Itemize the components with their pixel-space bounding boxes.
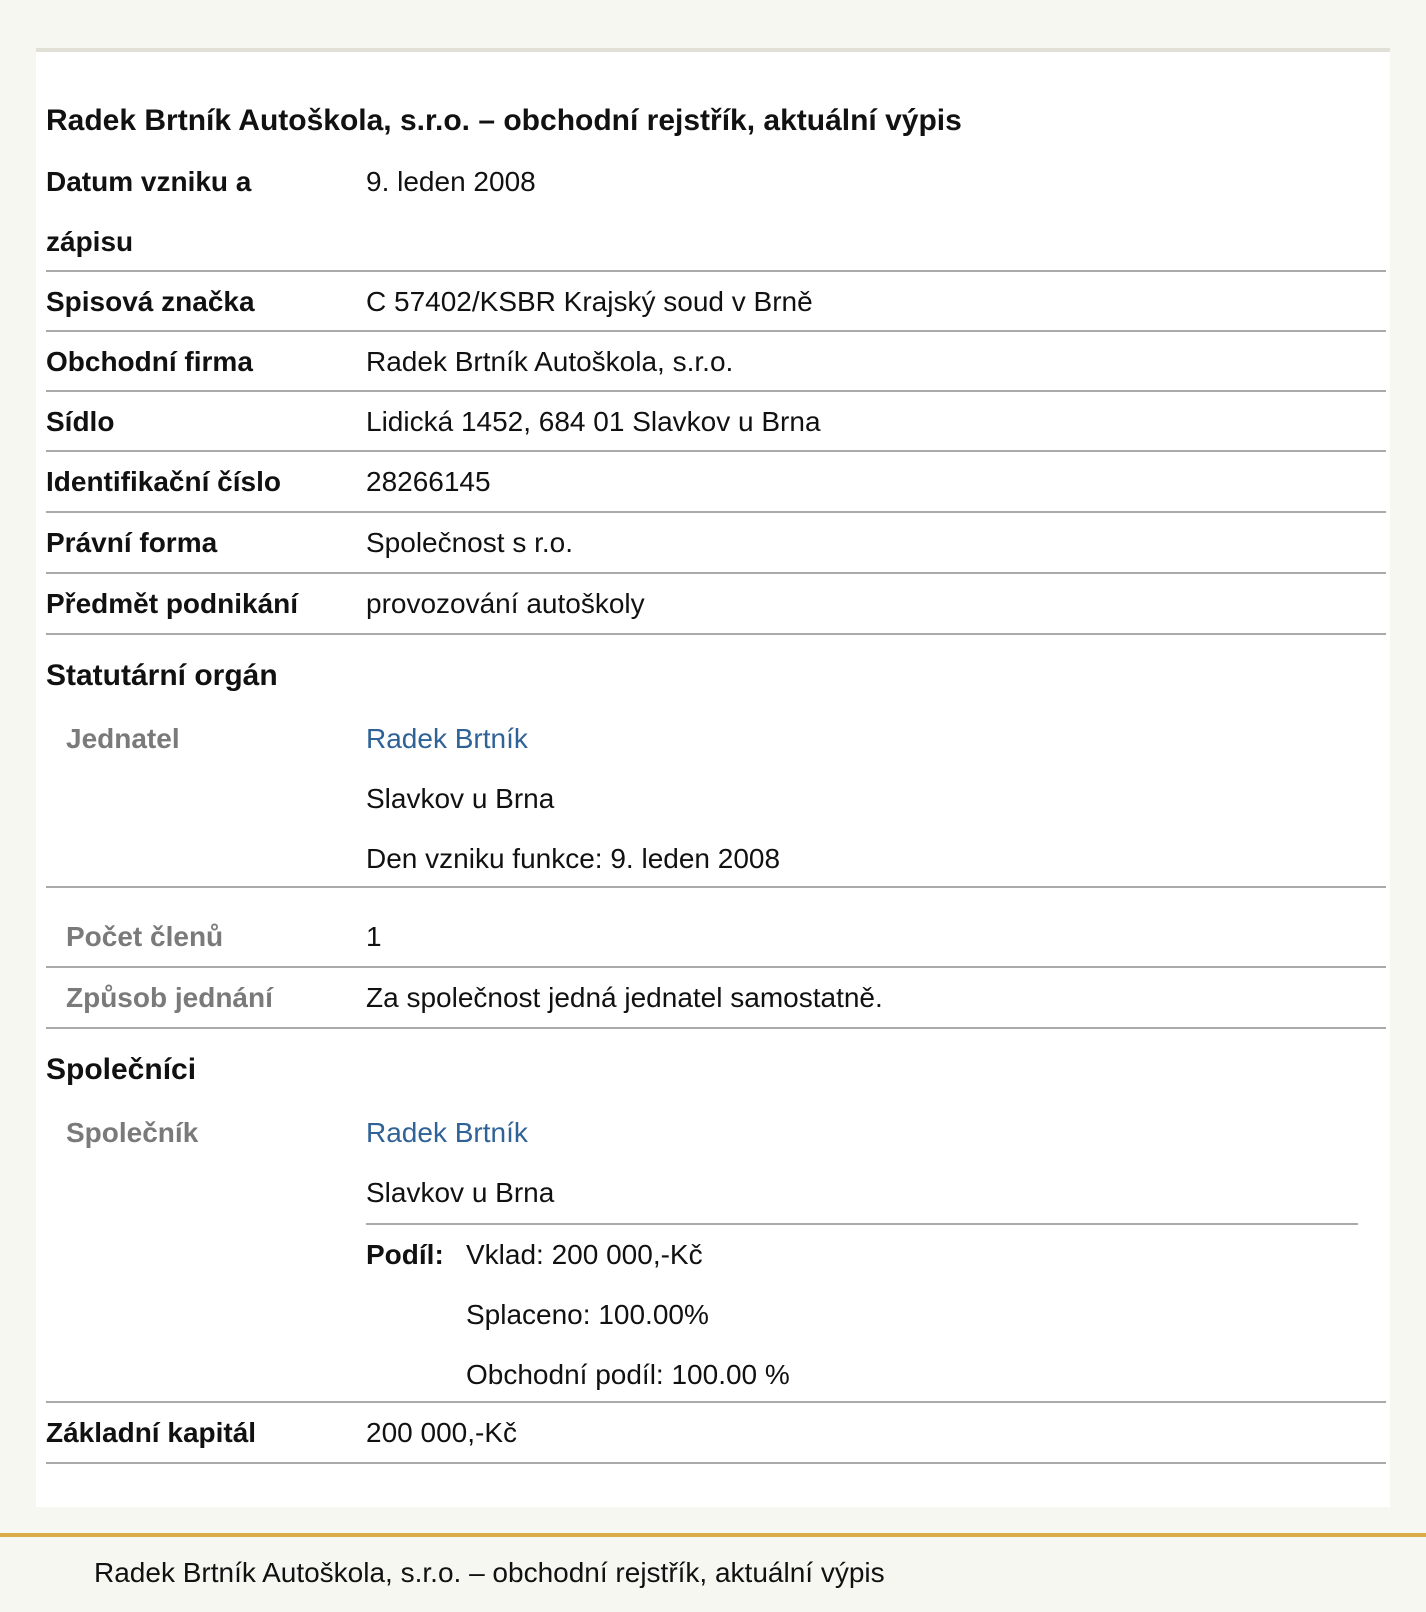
row-value <box>366 709 780 889</box>
row-member-count <box>46 907 1386 968</box>
row-label: Identifikační číslo <box>46 466 281 497</box>
row-acting-method <box>46 968 1386 1029</box>
row-seat <box>46 392 1386 452</box>
row-value: Za společnost jedná jednatel samostatně. <box>366 982 883 1013</box>
row-label: Společník <box>66 1117 199 1148</box>
row-label: Právní forma <box>46 527 218 558</box>
footer <box>0 1533 1426 1612</box>
row-business-activity <box>46 574 1386 635</box>
row-label: Obchodní firma <box>46 346 253 377</box>
row-file-number <box>46 272 1386 332</box>
share-deposit: Vklad: 200 000,-Kč <box>466 1239 703 1270</box>
row-value: Radek Brtník Autoškola, s.r.o. <box>366 346 734 377</box>
row-value: 9. leden 2008 <box>366 166 536 197</box>
row-label: Sídlo <box>46 406 115 437</box>
row-value: 200 000,-Kč <box>366 1417 517 1448</box>
share-paid: Splaceno: 100.00% <box>466 1299 709 1330</box>
row-legal-form <box>46 513 1386 574</box>
row-value: provozování autoškoly <box>366 588 645 619</box>
partner-city: Slavkov u Brna <box>366 1177 555 1208</box>
row-label: Spisová značka <box>46 286 255 317</box>
share-values <box>466 1225 790 1405</box>
row-value: 1 <box>366 921 382 952</box>
document-card <box>36 48 1390 1507</box>
row-partner <box>46 1103 1386 1403</box>
section-heading-partners: Společníci <box>46 1053 197 1086</box>
row-value: C 57402/KSBR Krajský soud v Brně <box>366 286 813 317</box>
partner-name-link[interactable]: Radek Brtník <box>366 1117 528 1148</box>
share-business: Obchodní podíl: 100.00 % <box>466 1359 790 1390</box>
row-label <box>46 152 346 272</box>
row-value: Společnost s r.o. <box>366 527 574 558</box>
executive-city: Slavkov u Brna <box>366 783 555 814</box>
section-heading-statutory: Statutární orgán <box>46 659 278 692</box>
row-company-name <box>46 332 1386 392</box>
row-registered-capital <box>46 1403 1386 1464</box>
row-founding-date <box>46 152 1386 272</box>
share-label: Podíl: <box>366 1239 444 1270</box>
executive-name-link[interactable]: Radek Brtník <box>366 723 528 754</box>
row-label: Základní kapitál <box>46 1417 257 1448</box>
row-label: Počet členů <box>66 921 224 952</box>
row-executive <box>46 709 1386 888</box>
row-value <box>366 1103 554 1223</box>
row-id-number <box>46 452 1386 513</box>
executive-since: Den vzniku funkce: 9. leden 2008 <box>366 843 781 874</box>
footer-text: Radek Brtník Autoškola, s.r.o. – obchodní rejstřík, aktuální výpis <box>94 1557 885 1588</box>
partner-share <box>366 1223 1358 1403</box>
row-label-line2: zápisu <box>46 226 134 257</box>
row-label: Způsob jednání <box>66 982 273 1013</box>
row-label: Jednatel <box>66 723 180 754</box>
row-value: 28266145 <box>366 466 491 497</box>
page-title: Radek Brtník Autoškola, s.r.o. – obchodní rejstřík, aktuální výpis <box>46 104 962 137</box>
row-value: Lidická 1452, 684 01 Slavkov u Brna <box>366 406 821 437</box>
row-label: Předmět podnikání <box>46 588 299 619</box>
row-label-line1: Datum vzniku a <box>46 166 252 197</box>
